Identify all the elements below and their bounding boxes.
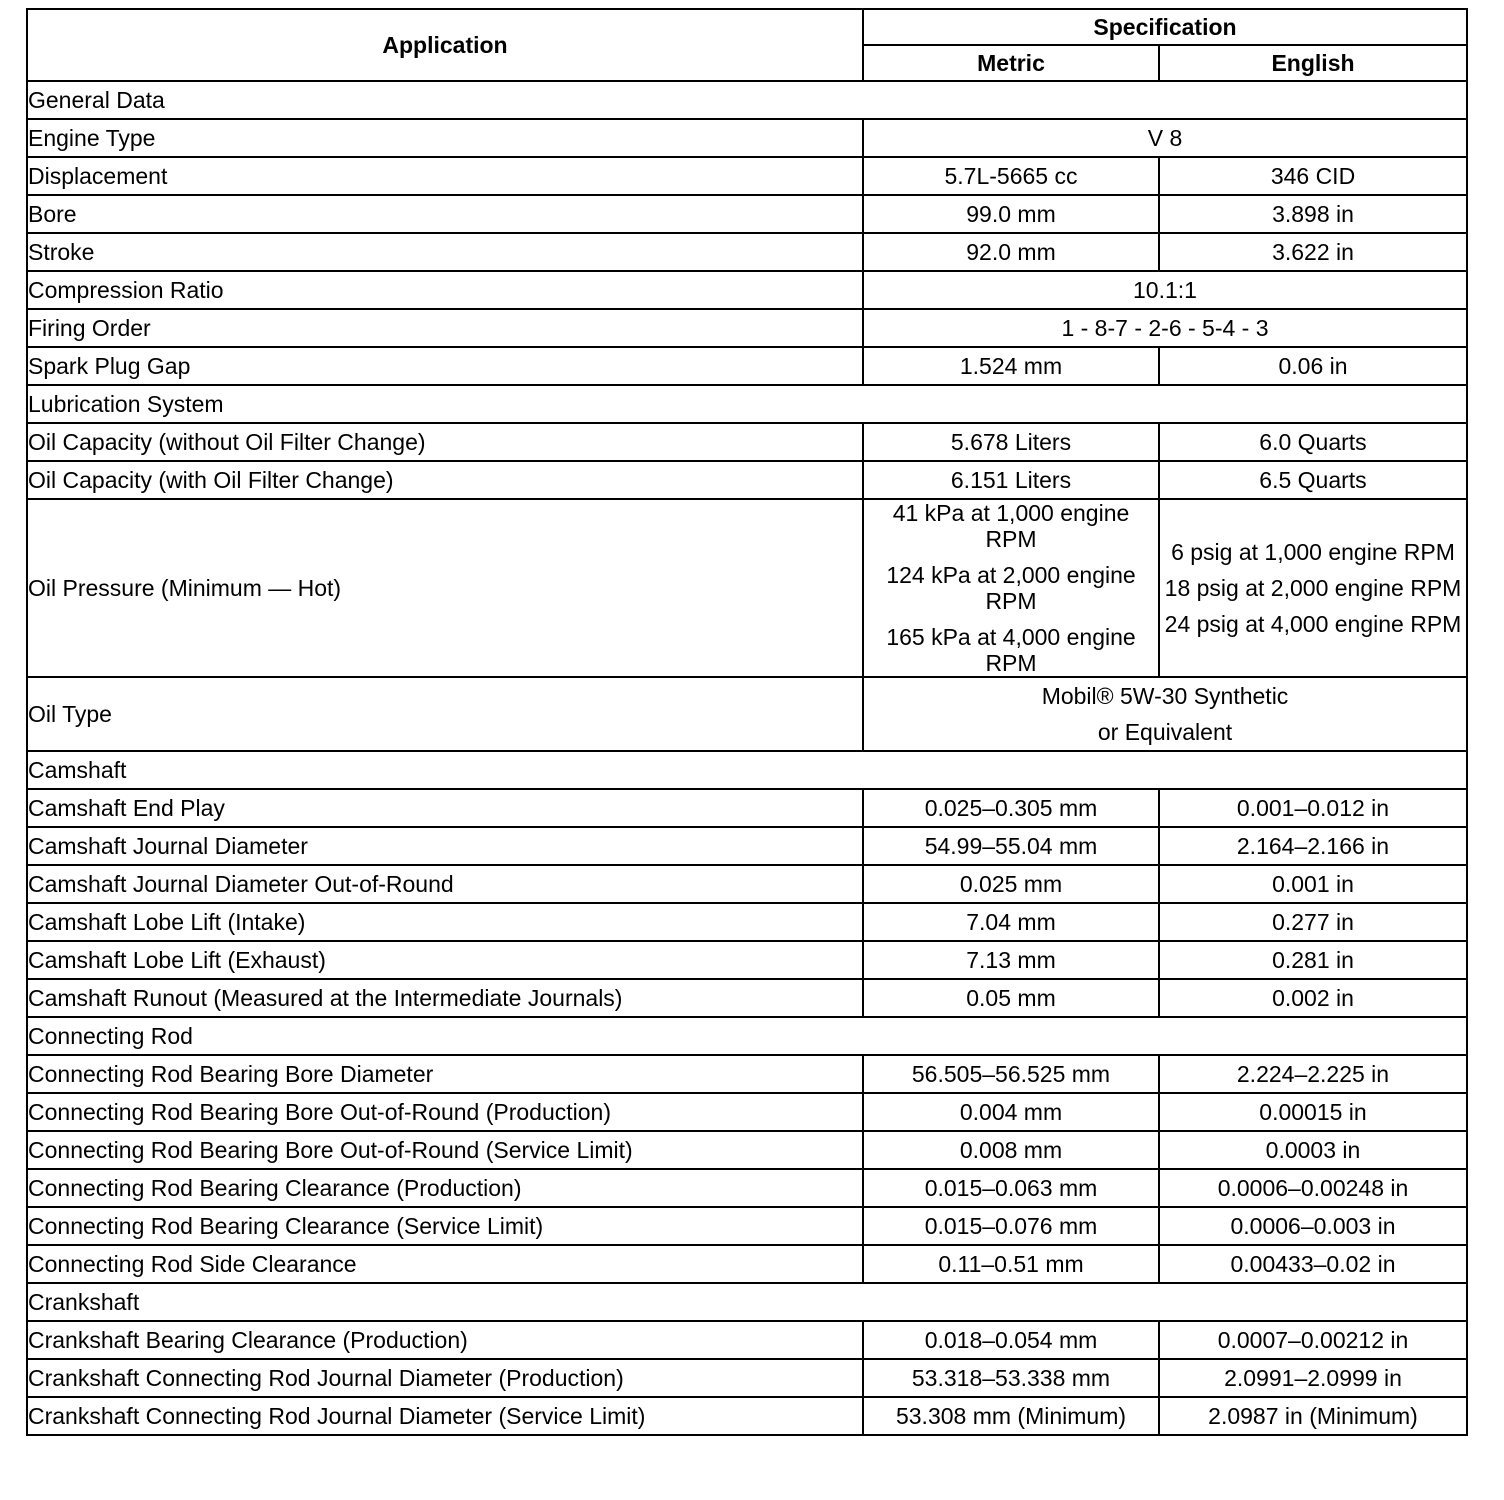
metric-value: 53.318–53.338 mm [863,1359,1159,1397]
english-value: 2.0987 in (Minimum) [1159,1397,1467,1435]
table-row [27,1169,1467,1207]
section-row [27,1017,1467,1055]
header-english: English [1159,45,1467,81]
metric-value: 54.99–55.04 mm [863,827,1159,865]
section-row [27,751,1467,789]
engine-spec-table [26,8,1468,1436]
pressure-metric-2000: 124 kPa at 2,000 engine RPM [886,562,1136,614]
metric-value: 0.004 mm [863,1093,1159,1131]
header-metric: Metric [863,45,1159,81]
english-value [1159,499,1467,677]
row-label: Oil Pressure (Minimum — Hot) [27,499,863,677]
row-label: Connecting Rod Bearing Bore Diameter [27,1055,863,1093]
english-value: 0.0006–0.003 in [1159,1207,1467,1245]
table-row [27,903,1467,941]
row-label: Camshaft Runout (Measured at the Intermediate Journals) [27,979,863,1017]
section-crankshaft: Crankshaft [27,1283,1467,1321]
table-row [27,347,1467,385]
row-label: Oil Type [27,677,863,751]
english-value: 6.5 Quarts [1159,461,1467,499]
row-label: Connecting Rod Side Clearance [27,1245,863,1283]
row-label: Camshaft Lobe Lift (Exhaust) [27,941,863,979]
english-value: 0.277 in [1159,903,1467,941]
table-row [27,423,1467,461]
metric-value: 0.11–0.51 mm [863,1245,1159,1283]
english-value: 0.281 in [1159,941,1467,979]
table-row [27,865,1467,903]
row-label: Displacement [27,157,863,195]
table-row [27,1321,1467,1359]
row-label: Camshaft Journal Diameter [27,827,863,865]
metric-value: 1.524 mm [863,347,1159,385]
metric-value: 0.025–0.305 mm [863,789,1159,827]
metric-value [863,499,1159,677]
english-value: 2.0991–2.0999 in [1159,1359,1467,1397]
row-label: Spark Plug Gap [27,347,863,385]
english-value: 2.224–2.225 in [1159,1055,1467,1093]
table-row [27,979,1467,1017]
row-label: Camshaft Lobe Lift (Intake) [27,903,863,941]
table-row [27,1055,1467,1093]
table-row [27,309,1467,347]
english-value: 346 CID [1159,157,1467,195]
metric-value: 0.015–0.076 mm [863,1207,1159,1245]
metric-value: 6.151 Liters [863,461,1159,499]
row-label: Oil Capacity (without Oil Filter Change) [27,423,863,461]
row-label: Crankshaft Bearing Clearance (Production) [27,1321,863,1359]
table-row [27,941,1467,979]
section-connecting-rod: Connecting Rod [27,1017,1467,1055]
header-application: Application [27,9,863,81]
row-label: Compression Ratio [27,271,863,309]
table-row [27,195,1467,233]
row-label: Crankshaft Connecting Rod Journal Diameter (Production) [27,1359,863,1397]
table-row [27,271,1467,309]
row-label: Engine Type [27,119,863,157]
metric-value: 53.308 mm (Minimum) [863,1397,1159,1435]
section-row [27,81,1467,119]
table-row [27,1207,1467,1245]
metric-value: 56.505–56.525 mm [863,1055,1159,1093]
table-row [27,1245,1467,1283]
row-label: Connecting Rod Bearing Clearance (Production) [27,1169,863,1207]
english-value: 3.622 in [1159,233,1467,271]
row-label: Stroke [27,233,863,271]
english-value: 2.164–2.166 in [1159,827,1467,865]
oil-type-line-2: or Equivalent [1097,719,1233,745]
row-value: 1 - 8-7 - 2-6 - 5-4 - 3 [863,309,1467,347]
oil-type-line-1: Mobil® 5W-30 Synthetic [1041,683,1289,709]
pressure-english-4000: 24 psig at 4,000 engine RPM [1164,611,1462,637]
row-label: Camshaft End Play [27,789,863,827]
metric-value: 0.05 mm [863,979,1159,1017]
table-row [27,1359,1467,1397]
section-lubrication-system: Lubrication System [27,385,1467,423]
english-value: 0.0006–0.00248 in [1159,1169,1467,1207]
metric-value: 99.0 mm [863,195,1159,233]
metric-value: 5.7L-5665 cc [863,157,1159,195]
metric-value: 0.018–0.054 mm [863,1321,1159,1359]
table-row [27,677,1467,751]
metric-value: 5.678 Liters [863,423,1159,461]
table-row [27,789,1467,827]
table-row [27,827,1467,865]
section-general-data: General Data [27,81,1467,119]
metric-value: 92.0 mm [863,233,1159,271]
section-camshaft: Camshaft [27,751,1467,789]
table-row [27,1131,1467,1169]
table-row [27,233,1467,271]
row-label: Connecting Rod Bearing Clearance (Service Limit) [27,1207,863,1245]
table-row [27,1093,1467,1131]
english-value: 0.00433–0.02 in [1159,1245,1467,1283]
row-value: 10.1:1 [863,271,1467,309]
table-row [27,157,1467,195]
metric-value: 7.04 mm [863,903,1159,941]
row-label: Connecting Rod Bearing Bore Out-of-Round (Service Limit) [27,1131,863,1169]
header-specification: Specification [863,9,1467,45]
row-label: Crankshaft Connecting Rod Journal Diameter (Service Limit) [27,1397,863,1435]
pressure-english-1000: 6 psig at 1,000 engine RPM [1171,539,1455,565]
english-value: 0.002 in [1159,979,1467,1017]
row-label: Firing Order [27,309,863,347]
metric-value: 0.015–0.063 mm [863,1169,1159,1207]
section-row [27,1283,1467,1321]
english-value: 0.0007–0.00212 in [1159,1321,1467,1359]
table-row [27,461,1467,499]
metric-value: 0.008 mm [863,1131,1159,1169]
english-value: 6.0 Quarts [1159,423,1467,461]
table-row [27,1397,1467,1435]
english-value: 3.898 in [1159,195,1467,233]
oil-type-value [863,677,1467,751]
pressure-english-2000: 18 psig at 2,000 engine RPM [1164,575,1462,601]
header-row-1 [27,9,1467,45]
row-label: Camshaft Journal Diameter Out-of-Round [27,865,863,903]
english-value: 0.00015 in [1159,1093,1467,1131]
english-value: 0.06 in [1159,347,1467,385]
pressure-metric-1000: 41 kPa at 1,000 engine RPM [892,500,1130,552]
english-value: 0.0003 in [1159,1131,1467,1169]
english-value: 0.001 in [1159,865,1467,903]
table-row [27,119,1467,157]
metric-value: 7.13 mm [863,941,1159,979]
section-row [27,385,1467,423]
metric-value: 0.025 mm [863,865,1159,903]
english-value: 0.001–0.012 in [1159,789,1467,827]
row-label: Connecting Rod Bearing Bore Out-of-Round (Production) [27,1093,863,1131]
row-label: Oil Capacity (with Oil Filter Change) [27,461,863,499]
row-value: V 8 [863,119,1467,157]
row-label: Bore [27,195,863,233]
table-row [27,499,1467,677]
pressure-metric-4000: 165 kPa at 4,000 engine RPM [886,624,1136,676]
